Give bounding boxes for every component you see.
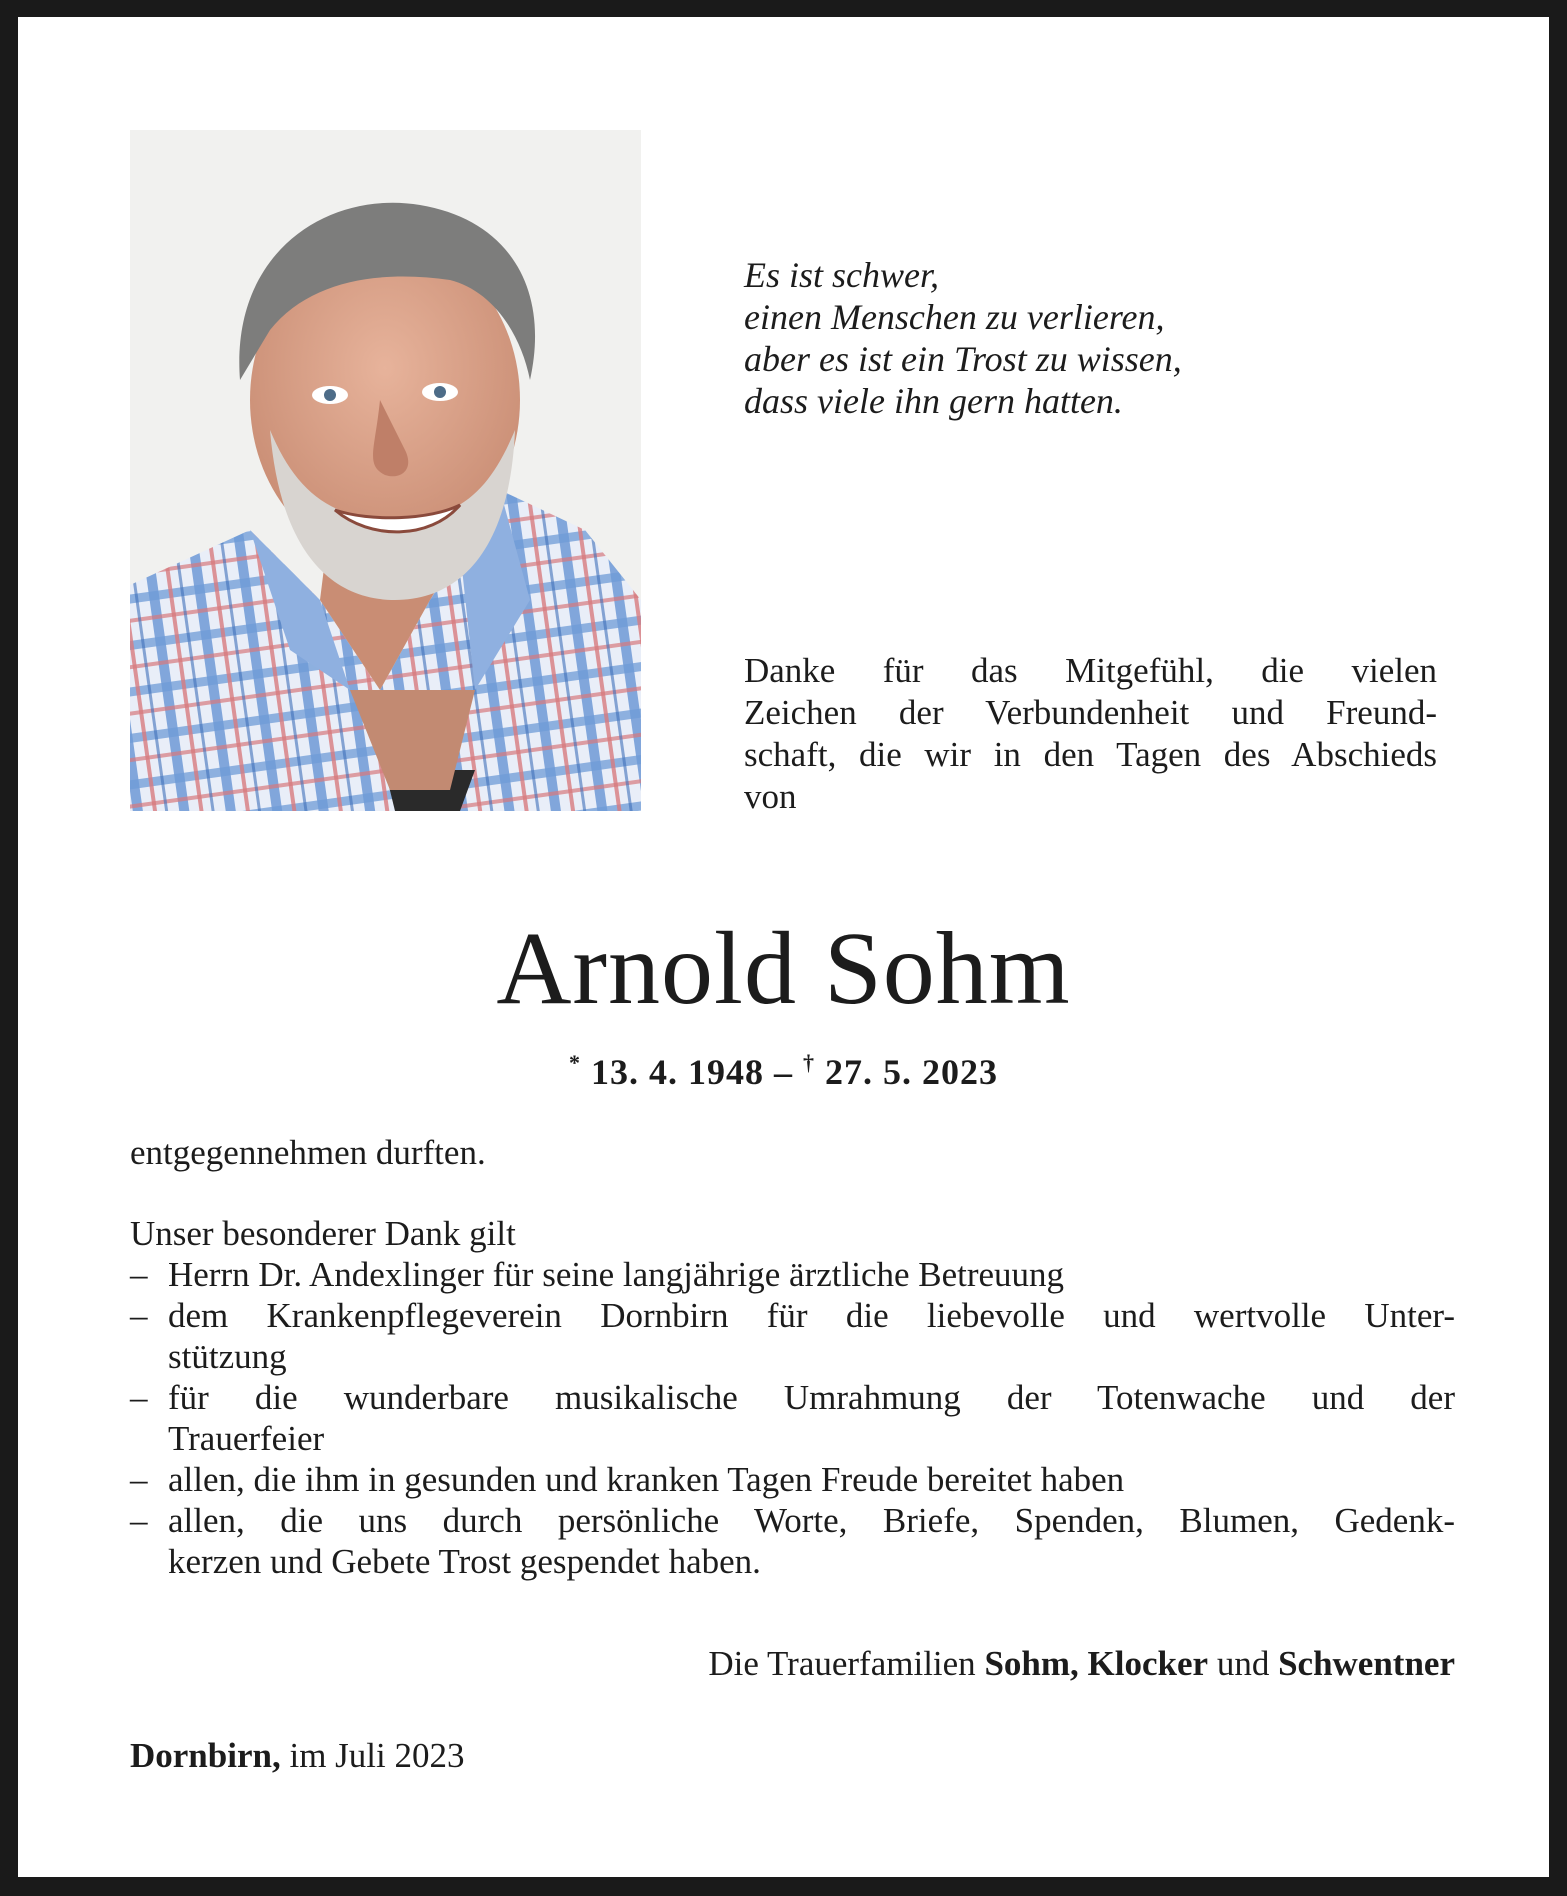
list-item-line: allen, die uns durch persönliche Worte, Briefe, Spenden, Blumen, Gedenk- <box>168 1501 1455 1540</box>
list-item-line: Trauerfeier <box>168 1419 325 1458</box>
list-item <box>130 1459 1455 1500</box>
obituary-sheet <box>18 17 1549 1877</box>
family-name-sohm: Sohm, <box>984 1644 1079 1683</box>
list-item <box>130 1254 1455 1295</box>
list-item-line: für die wunderbare musikalische Umrahmung der Totenwache und der <box>168 1378 1455 1417</box>
special-thanks-heading: Unser besonderer Dank gilt <box>130 1214 516 1253</box>
dash-bullet: – <box>130 1460 148 1499</box>
dash-bullet: – <box>130 1255 148 1294</box>
thanks-intro <box>744 650 1437 818</box>
dash-bullet: – <box>130 1296 148 1335</box>
poem-line: einen Menschen zu verlieren, <box>744 297 1165 337</box>
list-item <box>130 1295 1455 1377</box>
dash-bullet: – <box>130 1378 148 1417</box>
list-item-line: Herrn Dr. Andexlinger für seine langjährige ärztliche Betreuung <box>168 1255 1065 1294</box>
thanks-line: schaft, die wir in den Tagen des Abschieds <box>744 735 1437 774</box>
list-item-line: kerzen und Gebete Trost gespendet haben. <box>168 1542 761 1581</box>
place-city: Dornbirn, <box>130 1736 281 1775</box>
paragraph-gap <box>130 1173 1455 1213</box>
birth-date: 13. 4. 1948 <box>591 1052 764 1092</box>
thanks-line: Danke für das Mitgefühl, die vielen <box>744 651 1437 690</box>
list-item-line: dem Krankenpflegeverein Dornbirn für die liebevolle und wertvolle Unter- <box>168 1296 1455 1335</box>
death-mark: † <box>803 1050 815 1075</box>
deceased-name: Arnold Sohm <box>496 911 1071 1026</box>
thanks-list <box>130 1254 1455 1582</box>
family-name-schwentner: Schwentner <box>1278 1644 1455 1683</box>
thanks-line: von <box>744 777 797 816</box>
place-date: im Juli 2023 <box>289 1736 465 1775</box>
continuation-text: entgegennehmen durften. <box>130 1133 486 1172</box>
place-and-date <box>130 1735 465 1777</box>
list-item <box>130 1377 1455 1459</box>
poem-line: dass viele ihn gern hatten. <box>744 381 1123 421</box>
list-item-line: allen, die ihm in gesunden und kranken Tagen Freude bereitet haben <box>168 1460 1125 1499</box>
life-dates <box>18 1041 1549 1094</box>
thanks-line: Zeichen der Verbundenheit und Freund- <box>744 693 1437 732</box>
family-name-klocker: Klocker <box>1087 1644 1209 1683</box>
portrait-photo <box>130 130 641 811</box>
poem-line: aber es ist ein Trost zu wissen, <box>744 339 1182 379</box>
thanks-body <box>130 1132 1455 1582</box>
signature-prefix: Die Trauerfamilien <box>708 1644 976 1683</box>
portrait-illustration <box>130 130 641 811</box>
poem-verse <box>744 254 1444 422</box>
birth-mark: * <box>569 1050 581 1075</box>
poem-line: Es ist schwer, <box>744 255 940 295</box>
date-separator: – <box>764 1052 803 1092</box>
family-signature <box>708 1643 1455 1685</box>
list-item-line: stützung <box>168 1337 287 1376</box>
signature-conjunction: und <box>1216 1644 1270 1683</box>
death-date: 27. 5. 2023 <box>825 1052 998 1092</box>
list-item <box>130 1500 1455 1582</box>
dash-bullet: – <box>130 1501 148 1540</box>
